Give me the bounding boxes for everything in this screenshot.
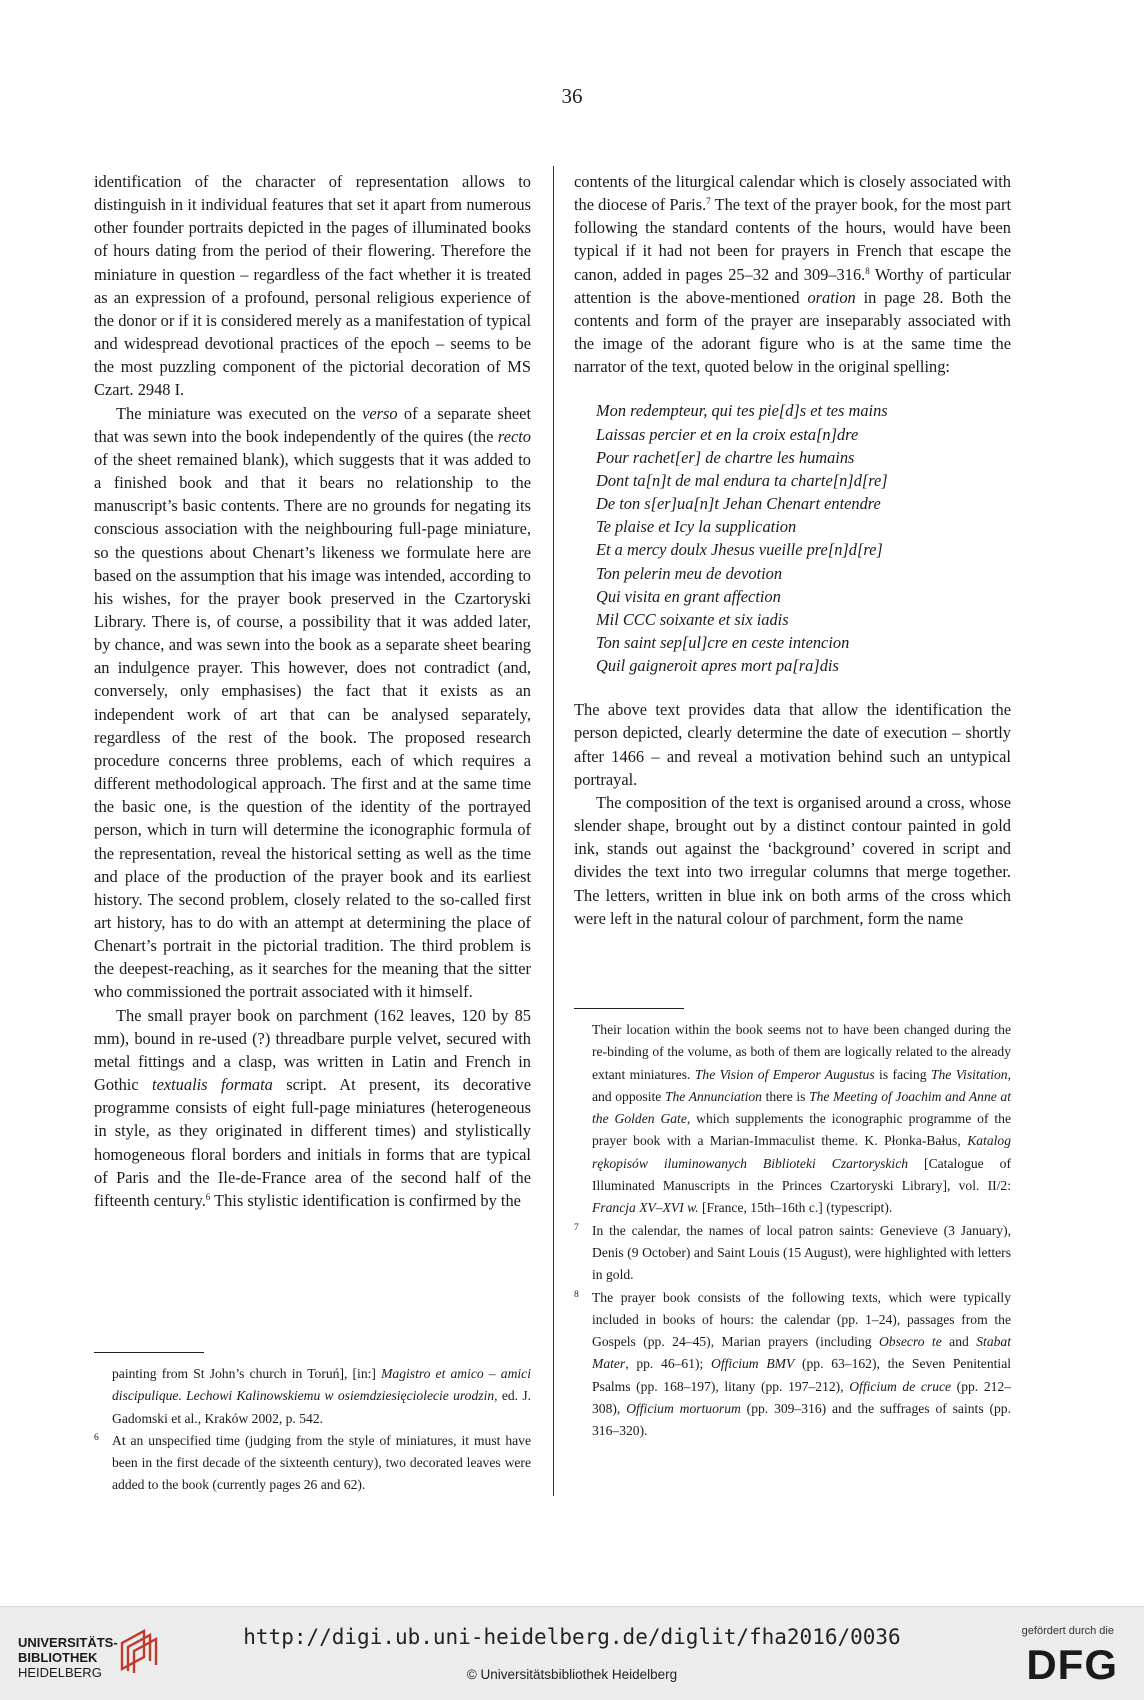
poem-line: Quil gaigneroit apres mort pa[ra]dis	[596, 656, 839, 676]
paragraph: The above text provides data that allow the identification the person depicted, clearly determine the date of execution – shortly after 1466 – and reveal a motivation behind such an untypical portrayal.	[574, 700, 1011, 789]
library-logo-text: UNIVERSITÄTS- BIBLIOTHEK HEIDELBERG	[18, 1635, 118, 1680]
copyright-notice: © Universitätsbibliothek Heidelberg	[466, 1667, 678, 1682]
footnote-rule	[574, 1008, 684, 1009]
poem-line: Laissas percier et en la croix esta[n]dre	[596, 424, 859, 444]
permalink-url[interactable]: http://digi.ub.uni-heidelberg.de/diglit/fha2016/0036	[243, 1625, 901, 1649]
poem	[596, 399, 1011, 677]
paragraph: identification of the character of representation allows to distinguish in it individual features that set it apart from numerous other founder portraits depicted in the pages of illuminated books of hours dating from the period of their flowering. Therefore the miniature in question – regardless of the fact whether it is treated as an expression of a profound, personal religious experience of the donor or if it is considered merely as a manifestation of typical and widespread devotional practices of the epoch – seems to be the most puzzling component of the pictorial decoration of MS Czart. 2948 I.	[94, 172, 531, 400]
poem-line: Mil CCC soixante et six iadis	[596, 609, 789, 629]
footnote-7: 7 In the calendar, the names of local patron saints: Genevieve (3 January), Denis (9 October) and Saint Louis (15 August), were highlighted with letters in gold.	[574, 1222, 1011, 1283]
page-number: 36	[561, 84, 583, 108]
left-footnotes	[94, 1352, 531, 1497]
poem-line: Qui visita en grant affection	[596, 586, 781, 606]
footnote-6: 6 At an unspecified time (judging from the style of miniatures, it must have been in the first decade of the sixteenth century), two decorated leaves were added to the book (currently pages 26 and 62).	[94, 1432, 531, 1493]
paragraph: contents of the liturgical calendar which is closely associated with the diocese of Paris.$^7$ The text of the prayer book, for the most part following the standard contents of the hours, would have been typical if it had not been for prayers in French that escape the canon, added in pages 25–32 and 309–316.$^8$ Worthy of particular attention is the above-mentioned oration in page 28. Both the contents and form of the prayer are inseparably associated with the image of the adorant figure who is at the same time the narrator of the text, quoted below in the original spelling:	[574, 172, 1012, 377]
footnote-rule	[94, 1352, 204, 1353]
left-column	[94, 170, 531, 1212]
viewer-footer	[0, 1606, 1144, 1700]
right-footnotes	[574, 1008, 1011, 1443]
paragraph: The small prayer book on parchment (162 leaves, 120 by 85 mm), bound in re-used (?) threadbare purple velvet, secured with metal fittings and a clasp, was written in Latin and French in Gothic textualis formata script. At present, its decorative programme consists of eight full-page miniatures (heterogeneous in style, as they originated in different times) and stylistically homogeneous floral borders and initials in forms that are typical of Paris and the Ile-de-France area of the second half of the fifteenth century.$^6$ This stylistic identification is confirmed by the	[94, 1005, 531, 1210]
poem-line: Ton saint sep[ul]cre en ceste intencion	[596, 632, 850, 652]
footnote-continuation: Their location within the book seems not to have been changed during the re-binding of the volume, as both of them are logically related to the already extant miniatures. The Vision of Emperor Augustus is facing The Visitation, and opposite The Annunciation there is The Meeting of Joachim and Anne at the Golden Gate, which supplements the iconographic programme of the prayer book with a Marian-Immaculist theme. K. Płonka-Bałus, Katalog rękopisów iluminowanych Biblioteki Czartoryskich [Catalogue of Illuminated Manuscripts in the Princes Czartoryski Library], vol. II/2: Francja XV–XVI w. [France, 15th–16th c.] (typescript).	[592, 1022, 1012, 1216]
poem-line: Pour rachet[er] de chartre les humains	[596, 447, 855, 467]
poem-line: Te plaise et Icy la supplication	[596, 517, 797, 537]
right-column	[574, 170, 1011, 930]
paragraph: The composition of the text is organised around a cross, whose slender shape, brought out by a distinct contour painted in gold ink, stands out against the ‘background’ covered in script and divides the text into two irregular columns that merge together. The letters, written in blue ink on both arms of the cross which were left in the natural colour of parchment, form the name	[574, 792, 1011, 928]
footnote-8: 8 The prayer book consists of the following texts, which were typically included in books of hours: the calendar (pp. 1–24), passages from the Gospels (pp. 24–45), Marian prayers (including Obsecro te and Stabat Mater, pp. 46–61); Officium BMV (pp. 63–162), the Seven Penitential Psalms (pp. 168–197), litany (pp. 197–212), Officium de cruce (pp. 212–308), Officium mortuorum (pp. 309–316) and the suffrages of saints (pp. 316–320).	[574, 1289, 1012, 1439]
dfg-logo: DFG	[1026, 1641, 1118, 1688]
column-divider	[553, 166, 554, 1496]
poem-line: Ton pelerin meu de devotion	[596, 563, 783, 583]
poem-line: Dont ta[n]t de mal endura ta charte[n]d[re]	[596, 470, 888, 490]
footnote-ref: 6	[205, 1191, 211, 1202]
poem-line: De ton s[er]ua[n]t Jehan Chenart entendre	[596, 494, 881, 514]
paragraph: The miniature was executed on the verso of a separate sheet that was sewn into the book independently of the quires (the recto of the sheet remained blank), which suggests that it was added to a finished book and that it bears no relationship to the manuscript’s basic contents. There are no grounds for negating its conscious association with the neighbouring full-page miniature, so the questions about Chenart’s likeness we formulate here are based on the assumption that his image was intended, according to his wishes, for the prayer book preserved in the Czartoryski Library. There is, of course, a possibility that it was added later, by chance, and was sewn into the book as a separate sheet bearing an indulgence prayer. This however, does not contradict (and, conversely, only emphasises) the fact that it exists as an independent work of art that can be analysed separately, regardless of the rest of the book. The proposed research procedure concerns three problems, each of which requires a different methodological approach. The first and at the same time the basic one, is the question of the identity of the portrayed person, which in turn will determine the iconographic formula of the representation, reveal the historical setting as well as the time and place of the production of the prayer book and its earliest history. The second problem, closely related to the so-called first art history, has to do with an attempt at determining the place of Chenart’s portrait in the pictorial tradition. The third problem is the deepest-reaching, as it searches for the meaning that the sitter who commissioned the portrait associated with it himself.	[94, 403, 531, 1002]
funding-note: gefördert durch die	[1021, 1625, 1114, 1637]
poem-line: Mon redempteur, qui tes pie[d]s et tes mains	[596, 401, 888, 421]
footnote-continuation: painting from St John’s church in Toruń], [in:] Magistro et amico – amici discipulique. Lechowi Kalinowskiemu w osiemdziesięciolecie urodzin, ed. J. Gadomski et al., Kraków 2002, p. 542.	[112, 1366, 532, 1426]
poem-line: Et a mercy doulx Jhesus vueille pre[n]d[re]	[596, 540, 883, 560]
